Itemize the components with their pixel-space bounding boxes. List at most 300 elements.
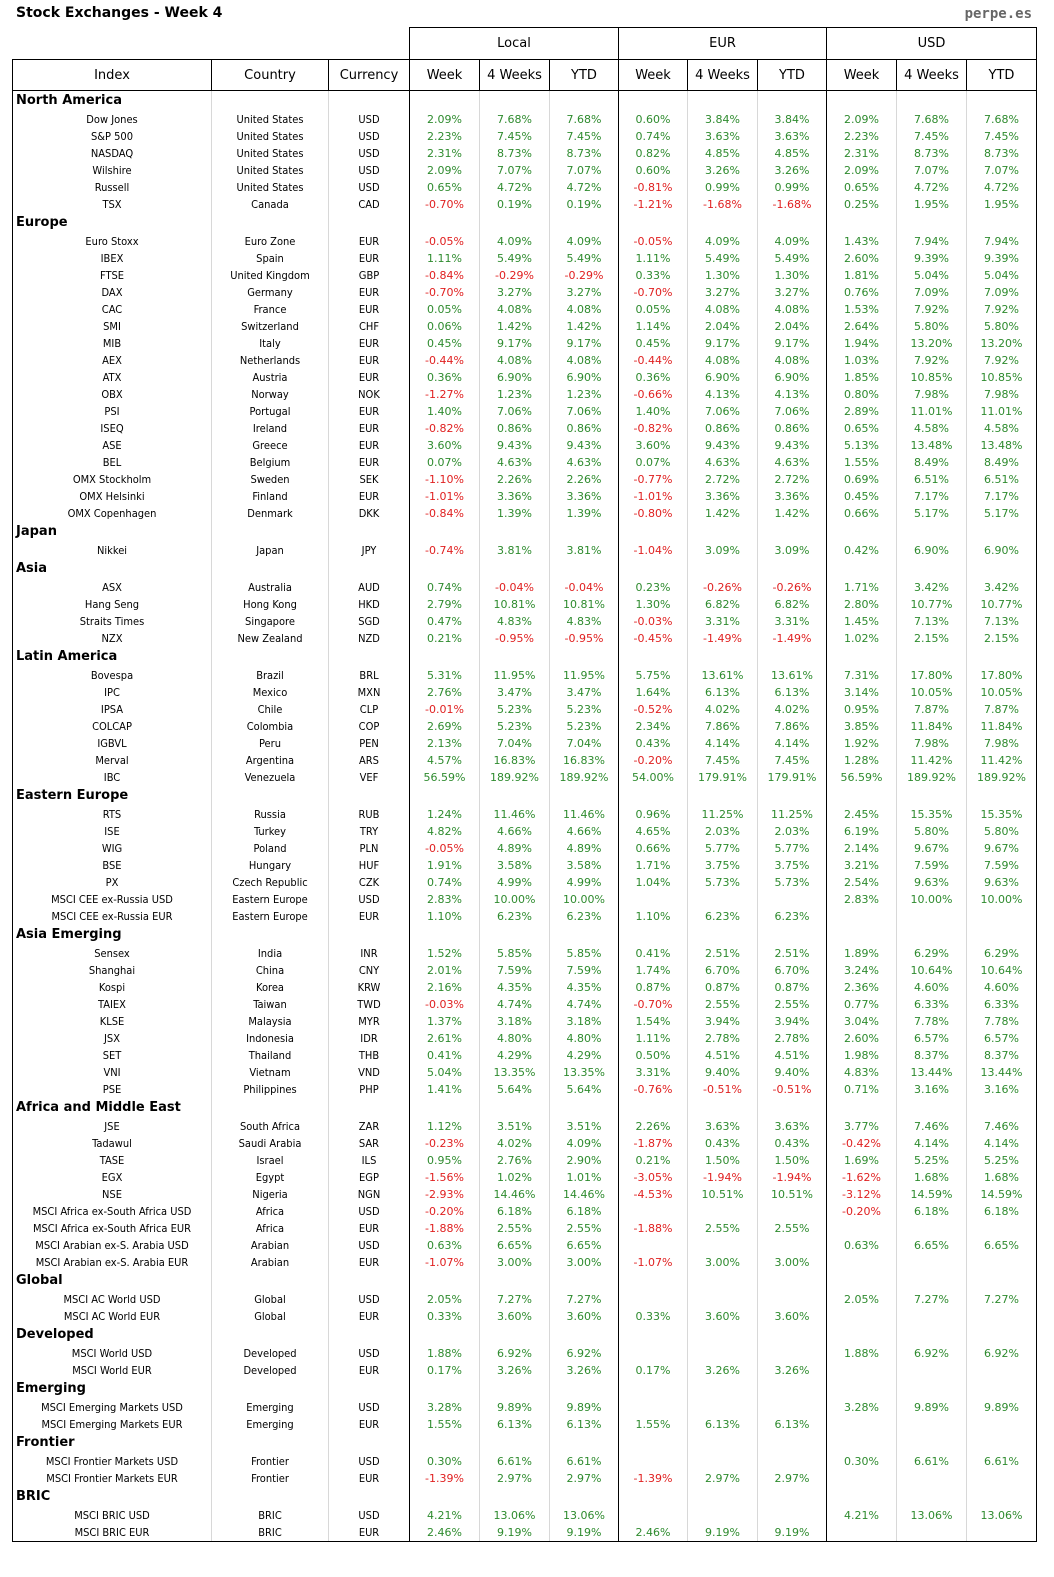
cell-local-ytd: 16.83%	[550, 752, 619, 769]
cell-eur-ytd: 0.43%	[758, 1135, 827, 1152]
cell-country: Sweden	[212, 471, 329, 488]
cell-currency: EUR	[329, 284, 410, 301]
cell-local-ytd: 3.81%	[550, 542, 619, 559]
cell-local-4weeks: 2.97%	[480, 1470, 550, 1487]
cell-usd-week: 3.28%	[827, 1399, 897, 1416]
cell-eur-week: 1.10%	[619, 908, 688, 925]
table-row	[13, 684, 1037, 701]
cell-usd-week: -3.12%	[827, 1186, 897, 1203]
brand-logo: perpe.es	[964, 6, 1032, 22]
cell-eur-week: 1.64%	[619, 684, 688, 701]
cell-eur-week: -0.76%	[619, 1081, 688, 1098]
cell-eur-week: 1.55%	[619, 1416, 688, 1433]
section-header-cell	[619, 1379, 688, 1399]
cell-index-name: RTS	[13, 806, 212, 823]
table-row	[13, 1064, 1037, 1081]
cell-usd-4weeks: 7.07%	[897, 162, 967, 179]
cell-currency: USD	[329, 111, 410, 128]
section-title: Global	[13, 1271, 212, 1291]
section-header-cell	[688, 1433, 758, 1453]
cell-index-name: AEX	[13, 352, 212, 369]
section-header-cell	[480, 786, 550, 806]
cell-usd-4weeks: 13.06%	[897, 1507, 967, 1524]
cell-eur-4weeks: 1.42%	[688, 505, 758, 522]
section-header-cell	[329, 1271, 410, 1291]
cell-currency: EUR	[329, 1362, 410, 1379]
table-row	[13, 1524, 1037, 1542]
cell-eur-week: 0.96%	[619, 806, 688, 823]
cell-country: Australia	[212, 579, 329, 596]
section-header-cell	[688, 925, 758, 945]
cell-usd-4weeks: 2.15%	[897, 630, 967, 647]
cell-usd-ytd: 17.80%	[967, 667, 1037, 684]
cell-eur-week: -3.05%	[619, 1169, 688, 1186]
cell-usd-ytd	[967, 1416, 1037, 1433]
cell-country: Russia	[212, 806, 329, 823]
section-header-cell	[410, 213, 480, 233]
table-row	[13, 1291, 1037, 1308]
cell-eur-week: 0.41%	[619, 945, 688, 962]
cell-eur-week: -1.88%	[619, 1220, 688, 1237]
section-header-cell	[967, 559, 1037, 579]
cell-usd-week: 3.85%	[827, 718, 897, 735]
section-header-cell	[967, 1379, 1037, 1399]
section-header-cell	[758, 1325, 827, 1345]
cell-usd-4weeks: 4.72%	[897, 179, 967, 196]
cell-usd-4weeks: 7.68%	[897, 111, 967, 128]
cell-usd-ytd: 7.98%	[967, 735, 1037, 752]
cell-usd-4weeks: 7.13%	[897, 613, 967, 630]
cell-local-week: 2.31%	[410, 145, 480, 162]
cell-local-4weeks: 3.26%	[480, 1362, 550, 1379]
cell-currency: KRW	[329, 979, 410, 996]
section-header-cell	[967, 1098, 1037, 1118]
section-header-cell	[410, 1271, 480, 1291]
cell-eur-week: 3.31%	[619, 1064, 688, 1081]
cell-usd-4weeks: 6.92%	[897, 1345, 967, 1362]
cell-index-name: MSCI AC World USD	[13, 1291, 212, 1308]
section-header-cell	[329, 647, 410, 667]
cell-index-name: Hang Seng	[13, 596, 212, 613]
section-header-cell	[688, 1271, 758, 1291]
cell-local-week: -0.23%	[410, 1135, 480, 1152]
cell-local-4weeks: 6.13%	[480, 1416, 550, 1433]
cell-local-4weeks: 5.49%	[480, 250, 550, 267]
cell-usd-4weeks: 7.92%	[897, 352, 967, 369]
cell-local-week: 0.06%	[410, 318, 480, 335]
cell-local-4weeks: 6.92%	[480, 1345, 550, 1362]
cell-usd-ytd: 10.77%	[967, 596, 1037, 613]
cell-currency: NOK	[329, 386, 410, 403]
cell-usd-4weeks: 7.59%	[897, 857, 967, 874]
cell-usd-week: 2.09%	[827, 111, 897, 128]
cell-usd-ytd: 11.84%	[967, 718, 1037, 735]
cell-local-ytd: 4.09%	[550, 233, 619, 250]
section-header-cell	[212, 1379, 329, 1399]
cell-country: Colombia	[212, 718, 329, 735]
cell-local-week: 1.24%	[410, 806, 480, 823]
section-header-row	[13, 1433, 1037, 1453]
cell-local-4weeks: 10.81%	[480, 596, 550, 613]
cell-local-4weeks: 11.46%	[480, 806, 550, 823]
cell-local-ytd: 14.46%	[550, 1186, 619, 1203]
cell-usd-4weeks: 10.85%	[897, 369, 967, 386]
table-row	[13, 403, 1037, 420]
cell-country: Developed	[212, 1345, 329, 1362]
cell-usd-4weeks: 5.04%	[897, 267, 967, 284]
cell-index-name: Dow Jones	[13, 111, 212, 128]
section-header-cell	[212, 1098, 329, 1118]
header-eur-ytd: YTD	[758, 60, 827, 91]
section-header-cell	[550, 1325, 619, 1345]
group-local-header: Local	[410, 28, 619, 60]
cell-local-ytd: 8.73%	[550, 145, 619, 162]
cell-eur-4weeks: 9.40%	[688, 1064, 758, 1081]
cell-usd-4weeks: 6.57%	[897, 1030, 967, 1047]
cell-index-name: TAIEX	[13, 996, 212, 1013]
cell-local-week: 1.52%	[410, 945, 480, 962]
cell-usd-4weeks: 7.17%	[897, 488, 967, 505]
cell-eur-week: -0.05%	[619, 233, 688, 250]
cell-country: Italy	[212, 335, 329, 352]
section-header-cell	[480, 522, 550, 542]
cell-usd-week: 1.43%	[827, 233, 897, 250]
cell-currency: HUF	[329, 857, 410, 874]
cell-index-name: MSCI Arabian ex-S. Arabia EUR	[13, 1254, 212, 1271]
table-row	[13, 420, 1037, 437]
cell-local-4weeks: 6.23%	[480, 908, 550, 925]
cell-eur-ytd: 2.97%	[758, 1470, 827, 1487]
cell-currency: EUR	[329, 233, 410, 250]
cell-index-name: JSE	[13, 1118, 212, 1135]
table-row	[13, 369, 1037, 386]
section-header-cell	[212, 91, 329, 112]
section-header-cell	[967, 647, 1037, 667]
cell-eur-4weeks: 3.36%	[688, 488, 758, 505]
cell-usd-4weeks: 6.51%	[897, 471, 967, 488]
cell-usd-4weeks: 11.01%	[897, 403, 967, 420]
cell-eur-ytd: 2.72%	[758, 471, 827, 488]
table-row	[13, 542, 1037, 559]
cell-currency: EUR	[329, 1470, 410, 1487]
cell-usd-week	[827, 1416, 897, 1433]
table-row	[13, 1399, 1037, 1416]
cell-usd-ytd: 1.68%	[967, 1169, 1037, 1186]
cell-local-ytd: 5.64%	[550, 1081, 619, 1098]
section-header-cell	[967, 213, 1037, 233]
cell-usd-ytd: 5.80%	[967, 318, 1037, 335]
section-header-cell	[480, 559, 550, 579]
section-header-cell	[550, 925, 619, 945]
cell-usd-4weeks: 13.44%	[897, 1064, 967, 1081]
cell-eur-ytd: 2.04%	[758, 318, 827, 335]
section-header-cell	[897, 213, 967, 233]
cell-local-ytd: 1.42%	[550, 318, 619, 335]
cell-local-4weeks: 7.07%	[480, 162, 550, 179]
cell-usd-week: 1.81%	[827, 267, 897, 284]
cell-eur-4weeks: 1.30%	[688, 267, 758, 284]
cell-local-ytd: 6.90%	[550, 369, 619, 386]
cell-local-4weeks: 6.61%	[480, 1453, 550, 1470]
cell-country: Venezuela	[212, 769, 329, 786]
cell-usd-week	[827, 908, 897, 925]
cell-usd-ytd: 7.46%	[967, 1118, 1037, 1135]
cell-local-week: 2.13%	[410, 735, 480, 752]
cell-local-4weeks: 4.35%	[480, 979, 550, 996]
cell-usd-week: 0.80%	[827, 386, 897, 403]
cell-local-ytd: 3.47%	[550, 684, 619, 701]
section-title: Frontier	[13, 1433, 212, 1453]
cell-local-4weeks: 0.86%	[480, 420, 550, 437]
table-row	[13, 1453, 1037, 1470]
table-row	[13, 352, 1037, 369]
section-header-cell	[758, 1433, 827, 1453]
cell-local-ytd: 0.19%	[550, 196, 619, 213]
cell-eur-ytd: 3.26%	[758, 1362, 827, 1379]
cell-country: Eastern Europe	[212, 891, 329, 908]
table-row	[13, 613, 1037, 630]
cell-eur-ytd: 9.43%	[758, 437, 827, 454]
cell-eur-ytd: 4.14%	[758, 735, 827, 752]
cell-usd-week: 3.21%	[827, 857, 897, 874]
cell-usd-week: 0.95%	[827, 701, 897, 718]
cell-eur-4weeks: -1.94%	[688, 1169, 758, 1186]
cell-eur-week: 2.26%	[619, 1118, 688, 1135]
cell-currency: EUR	[329, 352, 410, 369]
cell-country: Austria	[212, 369, 329, 386]
table-row	[13, 505, 1037, 522]
cell-usd-ytd: 6.90%	[967, 542, 1037, 559]
table-row	[13, 128, 1037, 145]
cell-local-4weeks: 9.89%	[480, 1399, 550, 1416]
cell-country: Korea	[212, 979, 329, 996]
cell-index-name: ASX	[13, 579, 212, 596]
cell-usd-4weeks: 3.16%	[897, 1081, 967, 1098]
cell-usd-ytd: 6.51%	[967, 471, 1037, 488]
cell-eur-ytd: 3.75%	[758, 857, 827, 874]
cell-eur-ytd: 1.30%	[758, 267, 827, 284]
table-row	[13, 1186, 1037, 1203]
section-header-cell	[827, 1271, 897, 1291]
section-header-cell	[619, 1271, 688, 1291]
cell-local-ytd: 4.80%	[550, 1030, 619, 1047]
section-header-cell	[410, 559, 480, 579]
cell-currency: USD	[329, 1203, 410, 1220]
cell-eur-week: -0.77%	[619, 471, 688, 488]
cell-local-week: 1.10%	[410, 908, 480, 925]
cell-usd-4weeks: 6.65%	[897, 1237, 967, 1254]
cell-eur-ytd: 6.70%	[758, 962, 827, 979]
section-header-cell	[967, 1325, 1037, 1345]
section-header-cell	[827, 647, 897, 667]
cell-local-4weeks: 2.26%	[480, 471, 550, 488]
cell-eur-ytd	[758, 1345, 827, 1362]
section-header-cell	[827, 522, 897, 542]
section-header-cell	[688, 91, 758, 112]
cell-eur-week: 2.46%	[619, 1524, 688, 1542]
cell-eur-4weeks: 6.90%	[688, 369, 758, 386]
cell-index-name: Bovespa	[13, 667, 212, 684]
cell-country: Finland	[212, 488, 329, 505]
cell-usd-4weeks: 4.58%	[897, 420, 967, 437]
cell-usd-ytd: 8.73%	[967, 145, 1037, 162]
cell-currency: CZK	[329, 874, 410, 891]
cell-local-week: -2.93%	[410, 1186, 480, 1203]
cell-usd-week: 1.85%	[827, 369, 897, 386]
section-header-cell	[758, 786, 827, 806]
cell-index-name: MSCI CEE ex-Russia EUR	[13, 908, 212, 925]
cell-usd-week: 2.89%	[827, 403, 897, 420]
cell-usd-ytd: 4.72%	[967, 179, 1037, 196]
section-header-row	[13, 925, 1037, 945]
cell-local-4weeks: 7.68%	[480, 111, 550, 128]
section-header-cell	[897, 1433, 967, 1453]
cell-eur-ytd	[758, 1399, 827, 1416]
cell-local-week: 0.65%	[410, 179, 480, 196]
cell-local-4weeks: 6.65%	[480, 1237, 550, 1254]
cell-eur-ytd: -1.94%	[758, 1169, 827, 1186]
cell-eur-ytd: 2.55%	[758, 996, 827, 1013]
table-row	[13, 1118, 1037, 1135]
cell-eur-week: -1.04%	[619, 542, 688, 559]
cell-index-name: Sensex	[13, 945, 212, 962]
cell-local-4weeks: 10.00%	[480, 891, 550, 908]
cell-usd-week: 5.13%	[827, 437, 897, 454]
cell-usd-4weeks: 4.60%	[897, 979, 967, 996]
cell-eur-week: 0.33%	[619, 267, 688, 284]
cell-index-name: MSCI AC World EUR	[13, 1308, 212, 1325]
cell-eur-4weeks	[688, 1237, 758, 1254]
cell-eur-4weeks: 3.84%	[688, 111, 758, 128]
cell-index-name: S&P 500	[13, 128, 212, 145]
header-local-ytd: YTD	[550, 60, 619, 91]
cell-local-4weeks: 8.73%	[480, 145, 550, 162]
cell-currency: NGN	[329, 1186, 410, 1203]
cell-usd-4weeks: 9.67%	[897, 840, 967, 857]
cell-local-week: 56.59%	[410, 769, 480, 786]
section-header-cell	[410, 1433, 480, 1453]
cell-local-week: 2.83%	[410, 891, 480, 908]
cell-eur-ytd: 2.03%	[758, 823, 827, 840]
table-row	[13, 701, 1037, 718]
table-row	[13, 1507, 1037, 1524]
cell-local-week: 2.46%	[410, 1524, 480, 1542]
cell-usd-ytd: 7.92%	[967, 301, 1037, 318]
cell-country: Taiwan	[212, 996, 329, 1013]
cell-eur-4weeks: 3.26%	[688, 1362, 758, 1379]
cell-currency: THB	[329, 1047, 410, 1064]
section-header-cell	[619, 1487, 688, 1507]
cell-eur-week: 1.14%	[619, 318, 688, 335]
section-header-cell	[212, 786, 329, 806]
section-header-cell	[212, 647, 329, 667]
cell-usd-week: 1.94%	[827, 335, 897, 352]
cell-currency: TWD	[329, 996, 410, 1013]
cell-usd-ytd: 6.65%	[967, 1237, 1037, 1254]
cell-local-ytd: 5.85%	[550, 945, 619, 962]
cell-local-4weeks: -0.29%	[480, 267, 550, 284]
cell-eur-4weeks: 3.63%	[688, 1118, 758, 1135]
cell-index-name: Wilshire	[13, 162, 212, 179]
table-row	[13, 1237, 1037, 1254]
cell-index-name: Kospi	[13, 979, 212, 996]
cell-country: India	[212, 945, 329, 962]
cell-local-week: 2.61%	[410, 1030, 480, 1047]
cell-local-week: 0.41%	[410, 1047, 480, 1064]
cell-currency: USD	[329, 1399, 410, 1416]
cell-eur-ytd: -1.49%	[758, 630, 827, 647]
section-header-cell	[619, 522, 688, 542]
section-header-cell	[688, 1379, 758, 1399]
cell-currency: CNY	[329, 962, 410, 979]
cell-local-ytd: 11.46%	[550, 806, 619, 823]
cell-index-name: OMX Copenhagen	[13, 505, 212, 522]
cell-eur-week: -0.45%	[619, 630, 688, 647]
cell-usd-ytd: 15.35%	[967, 806, 1037, 823]
section-header-cell	[329, 1325, 410, 1345]
cell-usd-ytd: 7.17%	[967, 488, 1037, 505]
cell-eur-week: 1.11%	[619, 250, 688, 267]
section-header-cell	[329, 522, 410, 542]
cell-eur-ytd: 4.08%	[758, 352, 827, 369]
cell-eur-week: 0.74%	[619, 128, 688, 145]
cell-local-4weeks: 16.83%	[480, 752, 550, 769]
cell-index-name: MSCI Arabian ex-S. Arabia USD	[13, 1237, 212, 1254]
cell-eur-ytd: 4.51%	[758, 1047, 827, 1064]
cell-eur-4weeks: 9.17%	[688, 335, 758, 352]
section-header-cell	[688, 213, 758, 233]
cell-country: China	[212, 962, 329, 979]
section-header-cell	[897, 91, 967, 112]
section-header-row	[13, 1487, 1037, 1507]
cell-country: Vietnam	[212, 1064, 329, 1081]
table-row	[13, 735, 1037, 752]
cell-country: Euro Zone	[212, 233, 329, 250]
cell-index-name: NZX	[13, 630, 212, 647]
cell-eur-ytd: 2.51%	[758, 945, 827, 962]
cell-usd-4weeks: 8.49%	[897, 454, 967, 471]
cell-local-ytd: 4.35%	[550, 979, 619, 996]
section-header-row	[13, 1098, 1037, 1118]
cell-eur-week: 1.04%	[619, 874, 688, 891]
cell-eur-ytd: 3.60%	[758, 1308, 827, 1325]
cell-usd-week: 0.76%	[827, 284, 897, 301]
cell-usd-week: 0.65%	[827, 420, 897, 437]
cell-eur-4weeks: 7.06%	[688, 403, 758, 420]
cell-country: France	[212, 301, 329, 318]
cell-local-ytd: 2.55%	[550, 1220, 619, 1237]
cell-eur-ytd: 4.63%	[758, 454, 827, 471]
cell-country: Eastern Europe	[212, 908, 329, 925]
cell-eur-ytd: 179.91%	[758, 769, 827, 786]
cell-index-name: VNI	[13, 1064, 212, 1081]
section-header-cell	[619, 1325, 688, 1345]
cell-country: United States	[212, 128, 329, 145]
cell-eur-4weeks	[688, 1399, 758, 1416]
table-row	[13, 267, 1037, 284]
section-header-cell	[480, 1487, 550, 1507]
section-header-cell	[550, 213, 619, 233]
cell-index-name: Merval	[13, 752, 212, 769]
cell-usd-ytd: 10.85%	[967, 369, 1037, 386]
cell-usd-4weeks: 3.42%	[897, 579, 967, 596]
cell-usd-4weeks: 8.73%	[897, 145, 967, 162]
cell-eur-week: -1.21%	[619, 196, 688, 213]
cell-usd-4weeks: 6.33%	[897, 996, 967, 1013]
cell-index-name: KLSE	[13, 1013, 212, 1030]
cell-local-week: 1.55%	[410, 1416, 480, 1433]
cell-local-week: -1.10%	[410, 471, 480, 488]
